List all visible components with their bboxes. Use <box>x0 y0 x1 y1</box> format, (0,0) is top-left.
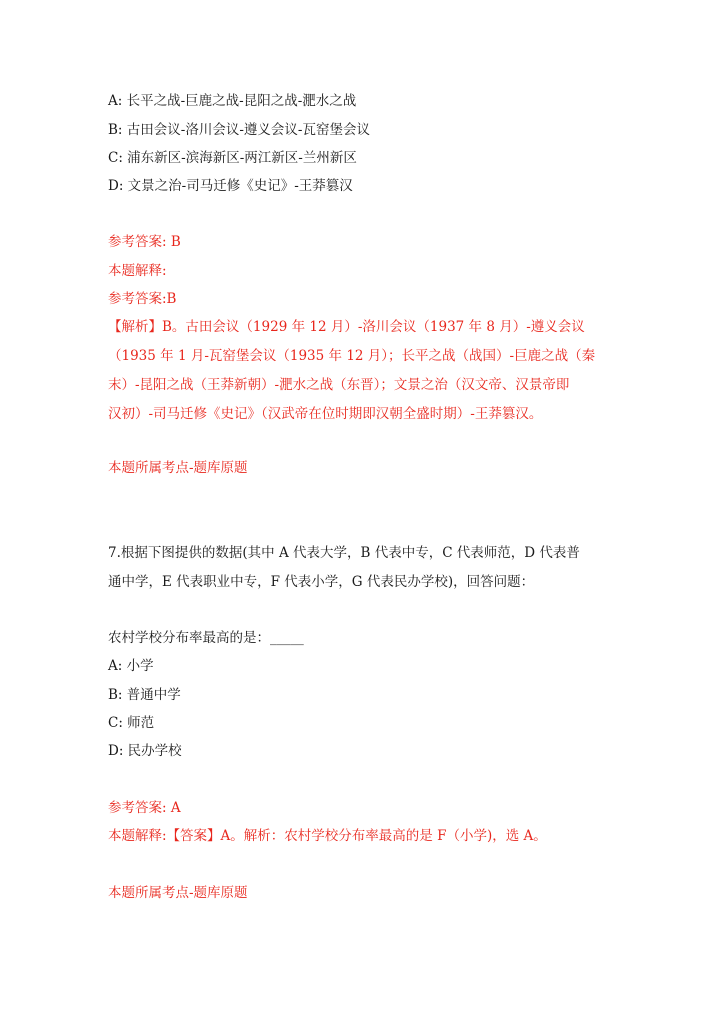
q7-source: 本题所属考点-题库原题 <box>108 885 248 901</box>
q7-stem <box>108 539 620 597</box>
q6-option-d: D: 文景之治-司马迁修《史记》-王莽篡汉 <box>108 178 353 194</box>
q7-explanation: 本题解释:【答案】A。解析：农村学校分布率最高的是 F（小学)，选 A。 <box>108 828 547 844</box>
q6-analysis-line: 末）-昆阳之战（王莽新朝）-淝水之战（东晋）；文景之治（汉文帝、汉景帝即 <box>108 377 570 393</box>
q7-stem-line: 通中学，E 代表职业中专，F 代表小学，G 代表民办学校)，回答问题： <box>108 574 535 590</box>
q6-analysis-line: （1935 年 1 月-瓦窑堡会议（1935 年 12 月）；长平之战（战国）-巨鹿之战（秦 <box>108 348 596 364</box>
q6-source: 本题所属考点-题库原题 <box>108 460 248 476</box>
q7-option-a: A: 小学 <box>108 658 154 674</box>
q6-answer-repeat: 参考答案:B <box>108 291 177 307</box>
q7-option-b: B: 普通中学 <box>108 687 181 703</box>
q6-option-b: B: 古田会议-洛川会议-遵义会议-瓦窑堡会议 <box>108 122 370 138</box>
q7-option-d: D: 民办学校 <box>108 743 182 759</box>
q7-option-c: C: 师范 <box>108 715 155 731</box>
q6-analysis-line: 汉初）-司马迁修《史记》（汉武帝在位时期即汉朝全盛时期）-王莽篡汉。 <box>108 406 543 422</box>
q6-answer: 参考答案: B <box>108 234 181 250</box>
q7-answer: 参考答案: A <box>108 800 181 816</box>
q6-analysis <box>108 313 620 429</box>
q6-option-a: A: 长平之战-巨鹿之战-昆阳之战-淝水之战 <box>108 93 357 109</box>
q7-question: 农村学校分布率最高的是：_____ <box>108 630 304 646</box>
q6-explain-label: 本题解释: <box>108 263 167 279</box>
q7-stem-line: 7.根据下图提供的数据(其中 A 代表大学，B 代表中专，C 代表师范，D 代表普 <box>108 545 580 561</box>
q6-analysis-line: 【解析】B。古田会议（1929 年 12 月）-洛川会议（1937 年 8 月）-遵义会议 <box>108 319 585 335</box>
q6-option-c: C: 浦东新区-滨海新区-两江新区-兰州新区 <box>108 150 357 166</box>
